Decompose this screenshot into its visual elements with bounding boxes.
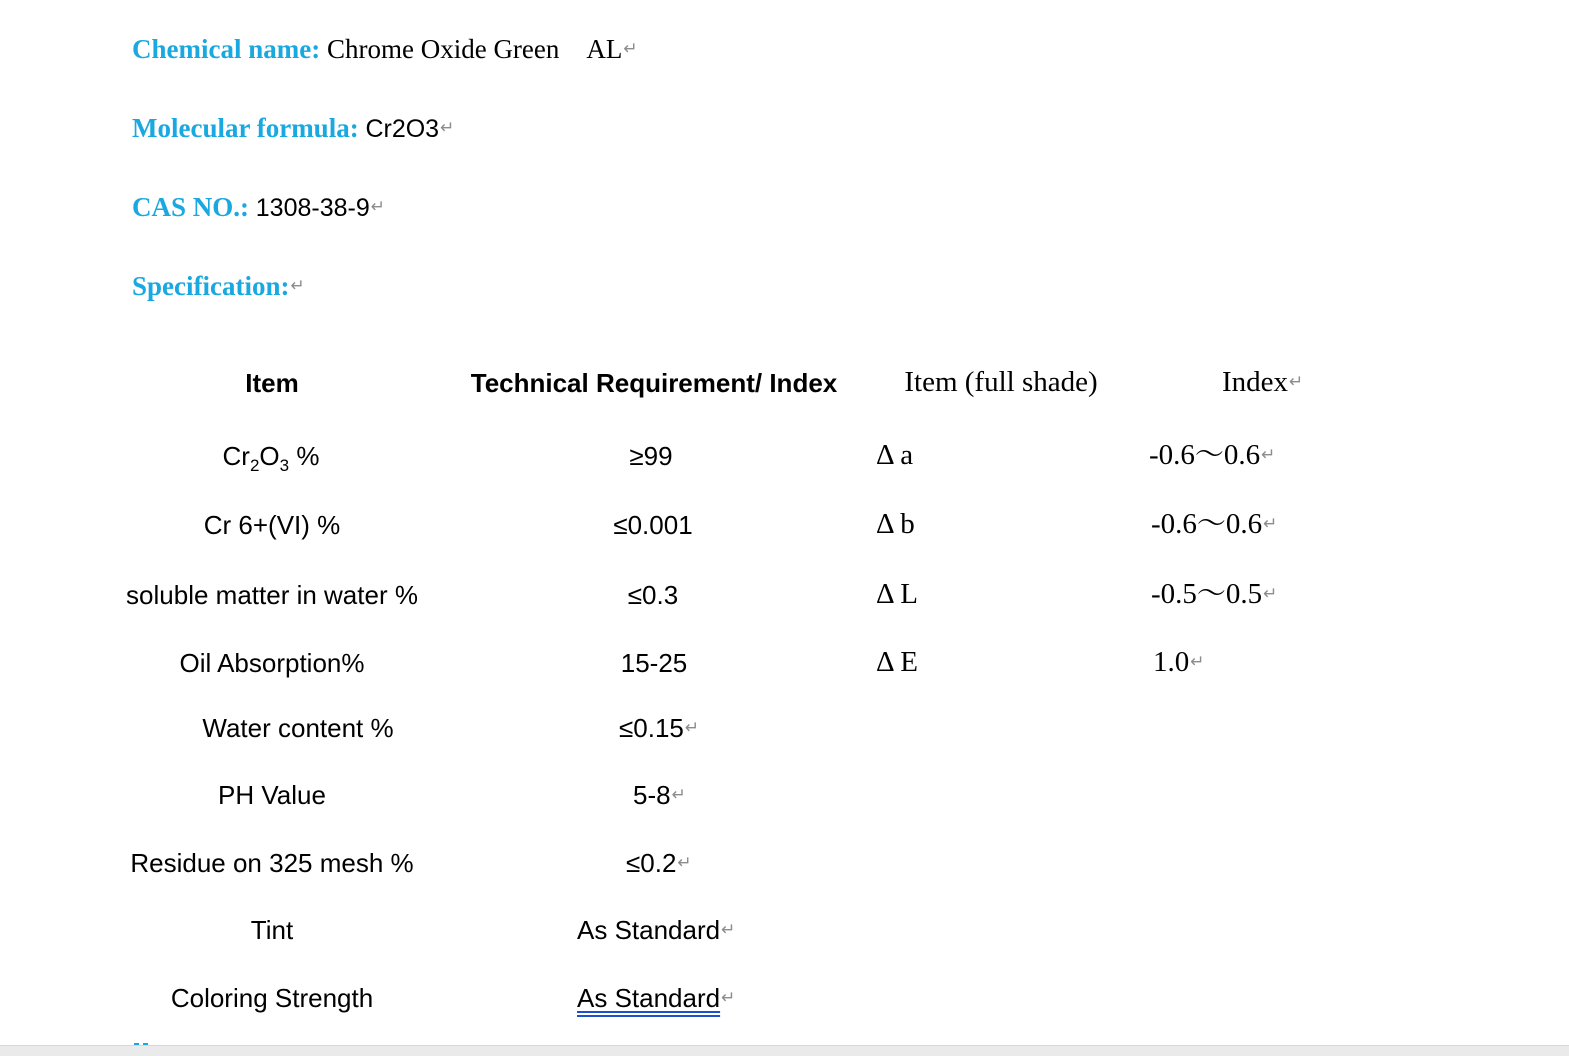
paragraph-mark-icon: ↵	[721, 988, 736, 1008]
table-row-req: As Standard↵	[577, 915, 736, 945]
chemical-name-value: Chrome Oxide Green AL	[326, 34, 623, 64]
chemical-name-label: Chemical name:	[132, 34, 321, 64]
header-index: Index↵	[1222, 366, 1304, 398]
table-row-item: $Cr_2O_3$ %	[222, 441, 320, 476]
header-item-full-shade: Item (full shade)	[904, 366, 1098, 398]
table-row-item: Water content %	[202, 713, 394, 743]
paragraph-mark-icon: ↵	[1190, 652, 1205, 672]
chemical-name-line	[132, 36, 638, 63]
table-row-shade-item: Δ b	[876, 508, 915, 540]
table-row-item: soluble matter in water %	[126, 580, 418, 610]
molecular-formula-value: Cr2O3	[365, 115, 440, 143]
paragraph-mark-icon: ↵	[1261, 445, 1276, 465]
table-row-shade-index: -0.5～0.5↵	[1151, 578, 1278, 610]
cas-no-value: 1308-38-9	[255, 194, 370, 222]
cas-no-label: CAS NO.:	[132, 192, 250, 222]
horizontal-scrollbar[interactable]	[0, 1045, 1569, 1056]
table-row-req: ≥99	[629, 441, 673, 471]
table-row-item: Cr 6+(VI) %	[203, 510, 341, 540]
table-row-item: Coloring Strength	[170, 983, 374, 1013]
table-row-req: 15-25	[620, 648, 688, 678]
table-row-item: Oil Absorption%	[179, 648, 365, 678]
table-row-shade-index: -0.6～0.6↵	[1149, 439, 1276, 471]
table-row-req: ≤0.3	[627, 580, 679, 610]
molecular-formula-label: Molecular formula:	[132, 113, 359, 143]
paragraph-mark-icon: ↵	[1289, 372, 1304, 392]
table-row-shade-index: 1.0↵	[1153, 646, 1205, 678]
paragraph-mark-icon: ↵	[684, 718, 700, 738]
header-item: Item	[245, 368, 299, 398]
paragraph-mark-icon: ↵	[370, 197, 385, 217]
table-row-item: Residue on 325 mesh %	[130, 848, 414, 878]
specification-line	[132, 273, 305, 300]
header-technical-requirement: Technical Requirement/ Index	[470, 368, 838, 398]
paragraph-mark-icon: ↵	[1263, 584, 1278, 604]
paragraph-mark-icon: ↵	[290, 276, 305, 296]
paragraph-mark-icon: ↵	[677, 853, 692, 873]
table-row-req: 5-8↵	[633, 780, 686, 810]
table-row-req: ≤0.001	[613, 510, 693, 540]
paragraph-mark-icon: ↵	[1263, 514, 1278, 534]
table-row-req: ≤0.15↵	[619, 713, 700, 743]
molecular-formula-line	[132, 115, 454, 142]
table-row-req: ≤0.2↵	[626, 848, 692, 878]
table-row-shade-index: -0.6～0.6↵	[1151, 508, 1278, 540]
specification-label: Specification:	[132, 271, 290, 301]
table-row-item: Tint	[250, 915, 294, 945]
paragraph-mark-icon: ↵	[671, 785, 686, 805]
spellcheck-underline-text: As Standard	[577, 983, 721, 1013]
table-row-req	[577, 985, 735, 1011]
cas-no-line	[132, 194, 385, 221]
table-row-item: PH Value	[218, 780, 326, 810]
table-row-shade-item: Δ E	[876, 646, 919, 678]
paragraph-mark-icon: ↵	[440, 118, 455, 138]
paragraph-mark-icon: ↵	[623, 39, 638, 59]
paragraph-mark-icon: ↵	[721, 920, 736, 940]
table-row-shade-item: Δ a	[876, 439, 914, 471]
table-row-shade-item: Δ L	[876, 578, 919, 610]
